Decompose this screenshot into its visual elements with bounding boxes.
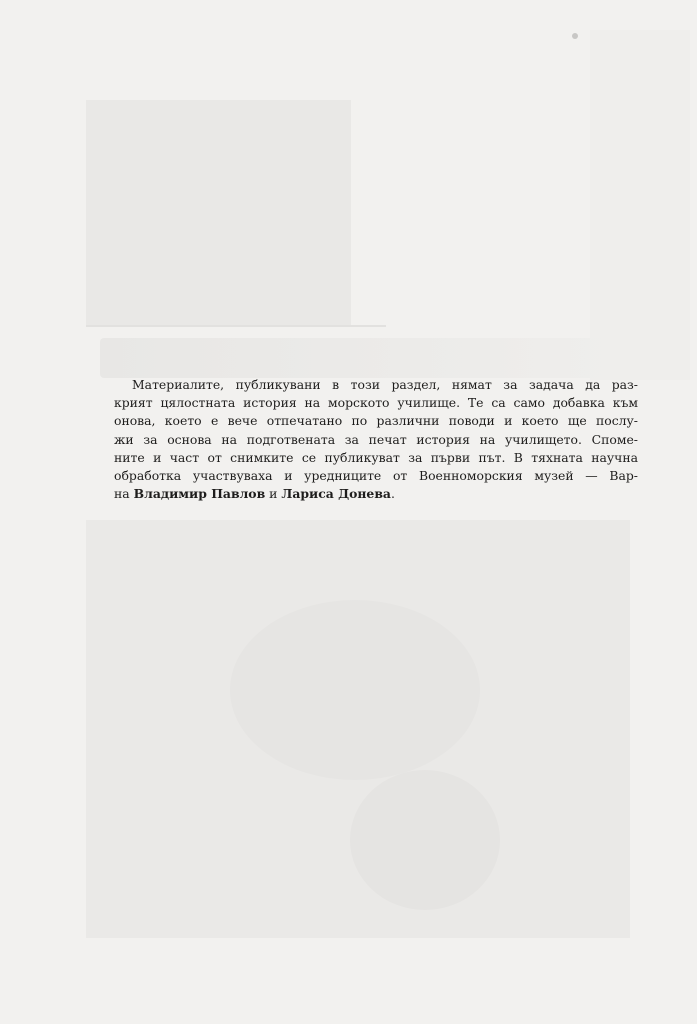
intro-paragraph	[114, 376, 638, 503]
paragraph-line: жи за основа на подготвената за печат история на училището. Споме-	[114, 431, 638, 447]
show-through-photo-top	[86, 100, 351, 326]
paragraph-line: Материалите, публикувани в този раздел, нямат за задача да раз-	[132, 377, 638, 392]
paper-speck	[572, 33, 578, 39]
paragraph-last-line	[114, 485, 638, 503]
show-through-smudge	[590, 30, 690, 380]
line-prefix: на	[114, 486, 130, 502]
paragraph-line: онова, което е вече отпечатано по различни поводи и което ще послу-	[114, 413, 638, 429]
line-end: .	[390, 486, 395, 502]
paragraph-line: обработка участвуваха и уредниците от Военноморския музей — Вар-	[114, 468, 638, 484]
paragraph-line: крият цялостната история на морското училище. Те са само добавка към	[114, 395, 638, 411]
show-through-photo-detail	[230, 600, 480, 780]
conjunction: и	[269, 486, 278, 502]
paragraph-line: ните и част от снимките се публикуват за първи път. В тяхната научна	[114, 449, 638, 465]
author-name-1: Владимир Павлов	[133, 486, 266, 502]
show-through-rule	[86, 325, 386, 327]
show-through-photo-detail-2	[350, 770, 500, 910]
author-name-2: Лариса Донева	[281, 486, 391, 502]
show-through-heading	[100, 338, 620, 378]
